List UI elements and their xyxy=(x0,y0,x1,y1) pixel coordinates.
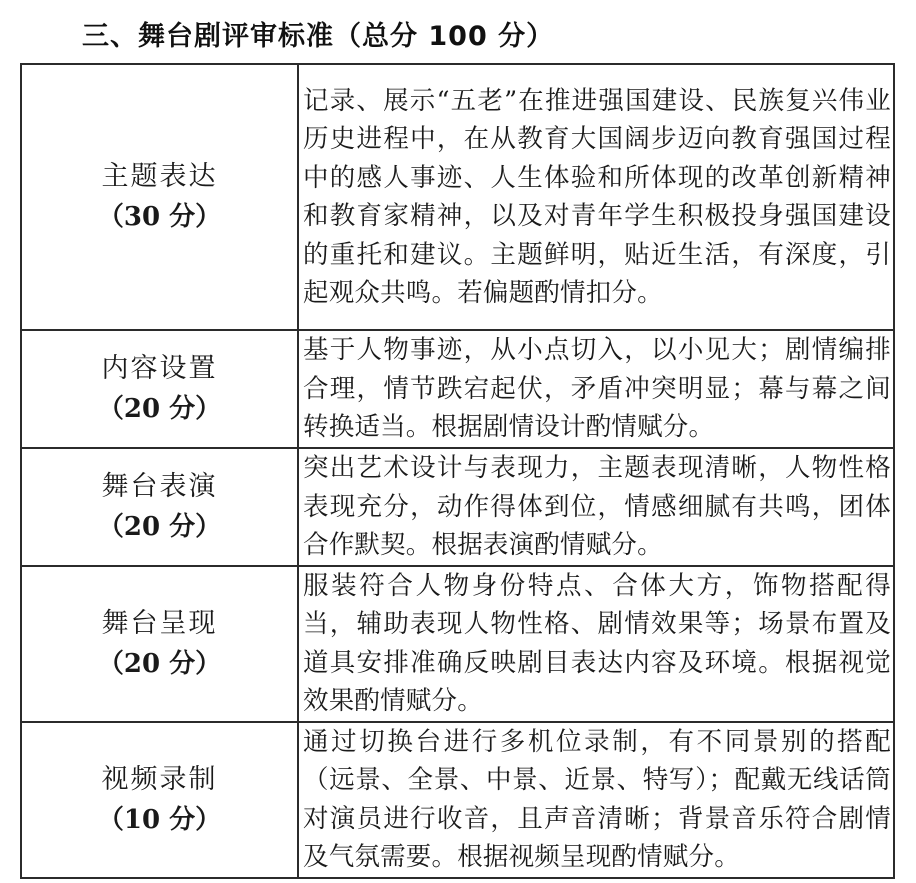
criterion-description: 基于人物事迹，从小点切入，以小见大；剧情编排合理，情节跌宕起伏，矛盾冲突明显；幕与幕之间转换适当。根据剧情设计酌情赋分。 xyxy=(298,330,894,448)
criteria-row xyxy=(21,448,894,566)
criteria-row xyxy=(21,64,894,330)
criterion-score: （20 分） xyxy=(97,648,222,679)
criterion-score: （20 分） xyxy=(97,394,222,424)
criterion-label-cell xyxy=(21,448,298,566)
criteria-row xyxy=(21,330,894,448)
criterion-name: 视频录制 xyxy=(101,763,218,795)
criterion-score: （30 分） xyxy=(97,202,222,232)
criterion-name: 舞台表演 xyxy=(101,470,218,502)
criterion-description: 突出艺术设计与表现力，主题表现清晰，人物性格表现充分，动作得体到位，情感细腻有共鸣，团体合作默契。根据表演酌情赋分。 xyxy=(298,448,894,566)
criterion-score: （20 分） xyxy=(97,511,222,542)
criterion-description: 记录、展示“五老”在推进强国建设、民族复兴伟业历史进程中，在从教育大国阔步迈向教育强国过程中的感人事迹、人生体验和所体现的改革创新精神和教育家精神，以及对青年学生积极投身强国建设的重托和建议。主题鲜明，贴近生活，有深度，引起观众共鸣。若偏题酌情扣分。 xyxy=(298,64,894,330)
criterion-label-cell xyxy=(21,566,298,722)
criterion-name: 内容设置 xyxy=(101,353,218,384)
criterion-label-cell xyxy=(21,722,298,878)
criterion-score: （10 分） xyxy=(97,804,222,835)
criterion-name: 主题表达 xyxy=(101,161,218,192)
criteria-table xyxy=(20,63,895,879)
criterion-description: 服装符合人物身份特点、合体大方，饰物搭配得当，辅助表现人物性格、剧情效果等；场景布置及道具安排准确反映剧目表达内容及环境。根据视觉效果酌情赋分。 xyxy=(298,566,894,722)
criterion-label-cell xyxy=(21,330,298,448)
criterion-label-cell xyxy=(21,64,298,330)
criterion-name: 舞台呈现 xyxy=(101,607,218,639)
criterion-description: 通过切换台进行多机位录制，有不同景别的搭配（远景、全景、中景、近景、特写）；配戴无线话筒对演员进行收音，且声音清晰；背景音乐符合剧情及气氛需要。根据视频呈现酌情赋分。 xyxy=(298,722,894,878)
criteria-row xyxy=(21,566,894,722)
criteria-row xyxy=(21,722,894,878)
section-heading: 三、舞台剧评审标准（总分 100 分） xyxy=(82,21,555,52)
